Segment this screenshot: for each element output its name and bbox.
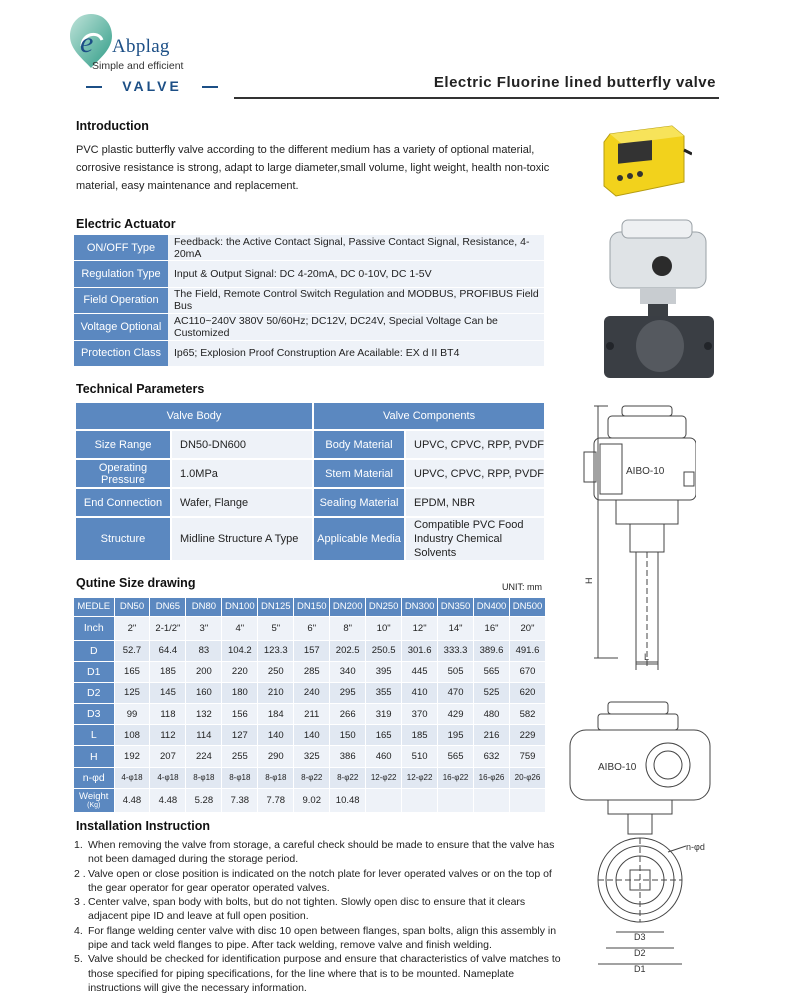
technical-label: Sealing Material (313, 488, 405, 517)
size-cell: 16-φ26 (474, 767, 510, 788)
dimension-d1-label: D1 (634, 964, 646, 974)
size-row-label: D1 (74, 661, 114, 682)
weight-unit: (Kg) (87, 802, 101, 810)
actuator-value: AC110~240V 380V 50/60Hz; DC12V, DC24V, Special Voltage Can be Customized (168, 314, 544, 340)
size-cell: 565 (438, 746, 474, 767)
size-row (74, 788, 546, 812)
size-cell: 99 (114, 704, 150, 725)
page-title: Electric Fluorine lined butterfly valve (433, 74, 716, 91)
size-cell: 295 (330, 682, 366, 703)
size-cell: 4.48 (150, 788, 186, 812)
size-cell: 355 (366, 682, 402, 703)
dimension-h-label: H (584, 577, 594, 584)
size-cell: 7.78 (258, 788, 294, 812)
technical-label: End Connection (75, 488, 171, 517)
size-column-header: DN100 (222, 598, 258, 616)
installation-item (74, 952, 564, 995)
size-cell: 8" (330, 616, 366, 640)
size-cell: 301.6 (402, 640, 438, 661)
size-cell: 192 (114, 746, 150, 767)
dimension-nphid-label: n-φd (686, 842, 705, 852)
size-cell: 140 (294, 725, 330, 746)
size-cell: 200 (186, 661, 222, 682)
technical-label: Stem Material (313, 459, 405, 488)
technical-row (75, 430, 545, 459)
size-row-label: Inch (74, 616, 114, 640)
technical-value: 1.0MPa (171, 459, 313, 488)
installation-item-number: 1. (74, 839, 83, 851)
size-cell: 386 (330, 746, 366, 767)
brand-slogan: Simple and efficient (92, 60, 184, 72)
valve-components-header: Valve Components (313, 402, 545, 430)
size-column-header: DN150 (294, 598, 330, 616)
size-drawing-heading: Qutine Size drawing (76, 576, 196, 590)
technical-table (74, 401, 546, 562)
size-row (74, 616, 546, 640)
size-cell: 7.38 (222, 788, 258, 812)
technical-value: UPVC, CPVC, RPP, PVDF (405, 430, 545, 459)
size-cell: 157 (294, 640, 330, 661)
size-cell: 180 (222, 682, 258, 703)
size-cell: 10" (366, 616, 402, 640)
technical-value: Midline Structure A Type (171, 517, 313, 561)
actuator-label: Protection Class (74, 341, 168, 367)
actuator-value: Ip65; Explosion Proof Construption Are Acailable: EX d II BT4 (168, 341, 544, 367)
installation-item (74, 924, 564, 953)
size-cell: 195 (438, 725, 474, 746)
size-column-header: DN200 (330, 598, 366, 616)
size-cell: 165 (366, 725, 402, 746)
size-row-label (74, 788, 114, 812)
size-cell (474, 788, 510, 812)
top-model-label: AIBO-10 (598, 762, 637, 773)
introduction-text: PVC plastic butterfly valve according to the different medium has a variety of optional material, corrosive resistance is strong, adapt to large diameter,small volume, light weight, health non-toxic material, easy maintenance and replacement. (76, 144, 550, 192)
size-row-label: D3 (74, 704, 114, 725)
size-cell: 9.02 (294, 788, 330, 812)
size-cell: 250 (258, 661, 294, 682)
installation-heading: Installation Instruction (76, 819, 211, 833)
installation-item-number: 5. (74, 953, 83, 966)
size-cell: 340 (330, 661, 366, 682)
brand-logo (64, 10, 224, 94)
size-cell: 525 (474, 682, 510, 703)
installation-item-text: For flange welding center valve with disc 10 open between flanges, span bolts, align this assembly in pipe and tack weld flanges to pipe. After tack welding, remove valve and finish welding. (88, 924, 557, 952)
size-cell: 395 (366, 661, 402, 682)
technical-value: EPDM, NBR (405, 488, 545, 517)
size-column-header: DN400 (474, 598, 510, 616)
size-cell: 8-φ18 (186, 767, 222, 788)
actuator-value: Input & Output Signal: DC 4-20mA, DC 0-10V, DC 1-5V (168, 261, 544, 287)
size-cell: 3" (186, 616, 222, 640)
size-column-header: DN250 (366, 598, 402, 616)
size-cell: 8-φ22 (294, 767, 330, 788)
size-row (74, 767, 546, 788)
size-cell: 16" (474, 616, 510, 640)
size-cell: 185 (402, 725, 438, 746)
installation-item-number: 2 . (74, 867, 86, 880)
installation-item-text: Valve open or close position is indicated on the notch plate for lever operated valves or on the top of the gear operator for gear operator operated valves. (88, 867, 552, 894)
size-cell: 165 (114, 661, 150, 682)
size-row (74, 640, 546, 661)
actuator-row (74, 261, 544, 287)
size-cell: 632 (474, 746, 510, 767)
actuator-value: The Field, Remote Control Switch Regulation and MODBUS, PROFIBUS Field Bus (168, 288, 544, 314)
dimension-d2-label: D2 (634, 948, 646, 958)
svg-text:e: e (80, 26, 94, 59)
valve-body-header: Valve Body (75, 402, 313, 430)
size-row-label: D (74, 640, 114, 661)
technical-value: Wafer, Flange (171, 488, 313, 517)
size-row-label: D2 (74, 682, 114, 703)
installation-item-number: 4. (74, 924, 83, 937)
brand-name: Abplag (112, 36, 170, 57)
installation-item-text: When removing the valve from storage, a careful check should be made to ensure that the valve has not been damaged during the storage period. (88, 839, 555, 866)
size-column-header: MEDLE (74, 598, 114, 616)
size-cell: 10.48 (330, 788, 366, 812)
installation-item-text: Center valve, span body with bolts, but do not tighten. Slowly open disc to ensure that it clears adjacent pipe ID and leave at full open position. (88, 896, 526, 923)
dimension-l-label: L (644, 652, 650, 662)
size-cell: 2-1/2" (150, 616, 186, 640)
size-column-header: DN65 (150, 598, 186, 616)
size-cell: 4.48 (114, 788, 150, 812)
size-cell: 156 (222, 704, 258, 725)
installation-item-text: Valve should be checked for identification purpose and ensure that characteristics of valve matches to those specified for piping specifications, for the line where that is to be mounted. Nameplate instructions will give the necessary information. (88, 953, 561, 994)
actuator-label: Voltage Optional (74, 314, 168, 340)
size-cell: 20-φ26 (509, 767, 545, 788)
front-elevation-drawing (568, 700, 718, 980)
technical-value: UPVC, CPVC, RPP, PVDF (405, 459, 545, 488)
size-row (74, 704, 546, 725)
size-cell: 16-φ22 (438, 767, 474, 788)
size-cell: 4" (222, 616, 258, 640)
size-row-label: H (74, 746, 114, 767)
size-cell: 12-φ22 (402, 767, 438, 788)
technical-row (75, 488, 545, 517)
size-cell: 150 (330, 725, 366, 746)
actuator-row (74, 235, 544, 261)
dimension-d3-label: D3 (634, 932, 646, 942)
size-cell: 620 (509, 682, 545, 703)
actuator-row (74, 314, 544, 340)
size-column-header: DN350 (438, 598, 474, 616)
size-cell: 211 (294, 704, 330, 725)
unit-label: UNIT: mm (502, 582, 542, 592)
installation-item (74, 838, 564, 867)
size-cell: 114 (186, 725, 222, 746)
size-cell: 8-φ18 (222, 767, 258, 788)
size-cell: 145 (150, 682, 186, 703)
size-row (74, 746, 546, 767)
size-cell: 224 (186, 746, 222, 767)
size-cell: 8-φ22 (330, 767, 366, 788)
size-row (74, 725, 546, 746)
size-row-label: L (74, 725, 114, 746)
title-divider (234, 97, 719, 99)
size-cell: 185 (150, 661, 186, 682)
size-cell: 132 (186, 704, 222, 725)
technical-row (75, 459, 545, 488)
size-cell: 389.6 (474, 640, 510, 661)
size-cell: 6" (294, 616, 330, 640)
size-cell: 112 (150, 725, 186, 746)
product-line: VALVE (86, 78, 218, 94)
size-row-label: n-φd (74, 767, 114, 788)
size-column-header: DN50 (114, 598, 150, 616)
size-cell: 83 (186, 640, 222, 661)
size-cell: 370 (402, 704, 438, 725)
actuator-value: Feedback: the Active Contact Signal, Passive Contact Signal, Resistance, 4-20mA (168, 235, 544, 261)
technical-label: Size Range (75, 430, 171, 459)
technical-label: Applicable Media (313, 517, 405, 561)
size-cell: 12" (402, 616, 438, 640)
size-cell: 266 (330, 704, 366, 725)
size-cell (509, 788, 545, 812)
actuator-label: ON/OFF Type (74, 235, 168, 261)
size-cell: 210 (258, 682, 294, 703)
installation-item (74, 895, 564, 924)
size-cell: 255 (222, 746, 258, 767)
size-column-header: DN80 (186, 598, 222, 616)
size-cell: 319 (366, 704, 402, 725)
size-cell: 759 (509, 746, 545, 767)
size-cell: 285 (294, 661, 330, 682)
size-cell: 207 (150, 746, 186, 767)
actuator-table (74, 235, 544, 367)
size-column-header: DN125 (258, 598, 294, 616)
installation-item-number: 3 . (74, 896, 86, 909)
actuator-label: Regulation Type (74, 261, 168, 287)
size-cell: 333.3 (438, 640, 474, 661)
size-cell: 140 (258, 725, 294, 746)
size-cell: 220 (222, 661, 258, 682)
technical-row (75, 517, 545, 561)
size-cell: 216 (474, 725, 510, 746)
size-cell: 8-φ18 (258, 767, 294, 788)
size-cell: 5" (258, 616, 294, 640)
side-elevation-drawing (578, 402, 696, 670)
size-cell: 160 (186, 682, 222, 703)
valve-actuator-image (600, 212, 718, 384)
yellow-actuator-image (596, 116, 692, 206)
size-cell (366, 788, 402, 812)
size-cell: 250.5 (366, 640, 402, 661)
size-column-header: DN500 (509, 598, 545, 616)
size-cell: 123.3 (258, 640, 294, 661)
technical-label: Body Material (313, 430, 405, 459)
technical-label: Operating Pressure (75, 459, 171, 488)
actuator-label: Field Operation (74, 288, 168, 314)
technical-heading: Technical Parameters (76, 382, 205, 396)
size-cell: 480 (474, 704, 510, 725)
size-cell: 565 (474, 661, 510, 682)
size-cell: 460 (366, 746, 402, 767)
size-cell: 5.28 (186, 788, 222, 812)
technical-value: DN50-DN600 (171, 430, 313, 459)
size-cell: 290 (258, 746, 294, 767)
size-cell: 52.7 (114, 640, 150, 661)
size-cell: 470 (438, 682, 474, 703)
size-header-row (74, 598, 546, 616)
size-table (74, 598, 546, 813)
size-cell: 491.6 (509, 640, 545, 661)
size-cell: 4-φ18 (114, 767, 150, 788)
size-cell: 184 (258, 704, 294, 725)
size-cell: 2" (114, 616, 150, 640)
side-model-label: AIBO-10 (626, 466, 665, 477)
technical-label: Structure (75, 517, 171, 561)
weight-label: Weight (79, 791, 109, 803)
size-cell: 20" (509, 616, 545, 640)
size-cell (402, 788, 438, 812)
size-cell: 510 (402, 746, 438, 767)
size-cell: 670 (509, 661, 545, 682)
size-cell: 4-φ18 (150, 767, 186, 788)
installation-list (74, 838, 564, 995)
size-cell: 325 (294, 746, 330, 767)
size-cell: 582 (509, 704, 545, 725)
size-cell: 445 (402, 661, 438, 682)
size-cell: 202.5 (330, 640, 366, 661)
introduction-heading: Introduction (76, 119, 149, 133)
size-cell (438, 788, 474, 812)
size-cell: 104.2 (222, 640, 258, 661)
size-cell: 505 (438, 661, 474, 682)
size-cell: 118 (150, 704, 186, 725)
size-cell: 108 (114, 725, 150, 746)
size-row (74, 682, 546, 703)
size-cell: 240 (294, 682, 330, 703)
actuator-heading: Electric Actuator (76, 217, 176, 231)
size-cell: 229 (509, 725, 545, 746)
size-cell: 127 (222, 725, 258, 746)
size-cell: 410 (402, 682, 438, 703)
size-row (74, 661, 546, 682)
actuator-row (74, 288, 544, 314)
size-cell: 429 (438, 704, 474, 725)
technical-value: Compatible PVC Food Industry Chemical Solvents (405, 517, 545, 561)
size-column-header: DN300 (402, 598, 438, 616)
installation-item (74, 867, 564, 896)
size-cell: 125 (114, 682, 150, 703)
size-cell: 12-φ22 (366, 767, 402, 788)
size-cell: 64.4 (150, 640, 186, 661)
actuator-row (74, 341, 544, 367)
size-cell: 14" (438, 616, 474, 640)
